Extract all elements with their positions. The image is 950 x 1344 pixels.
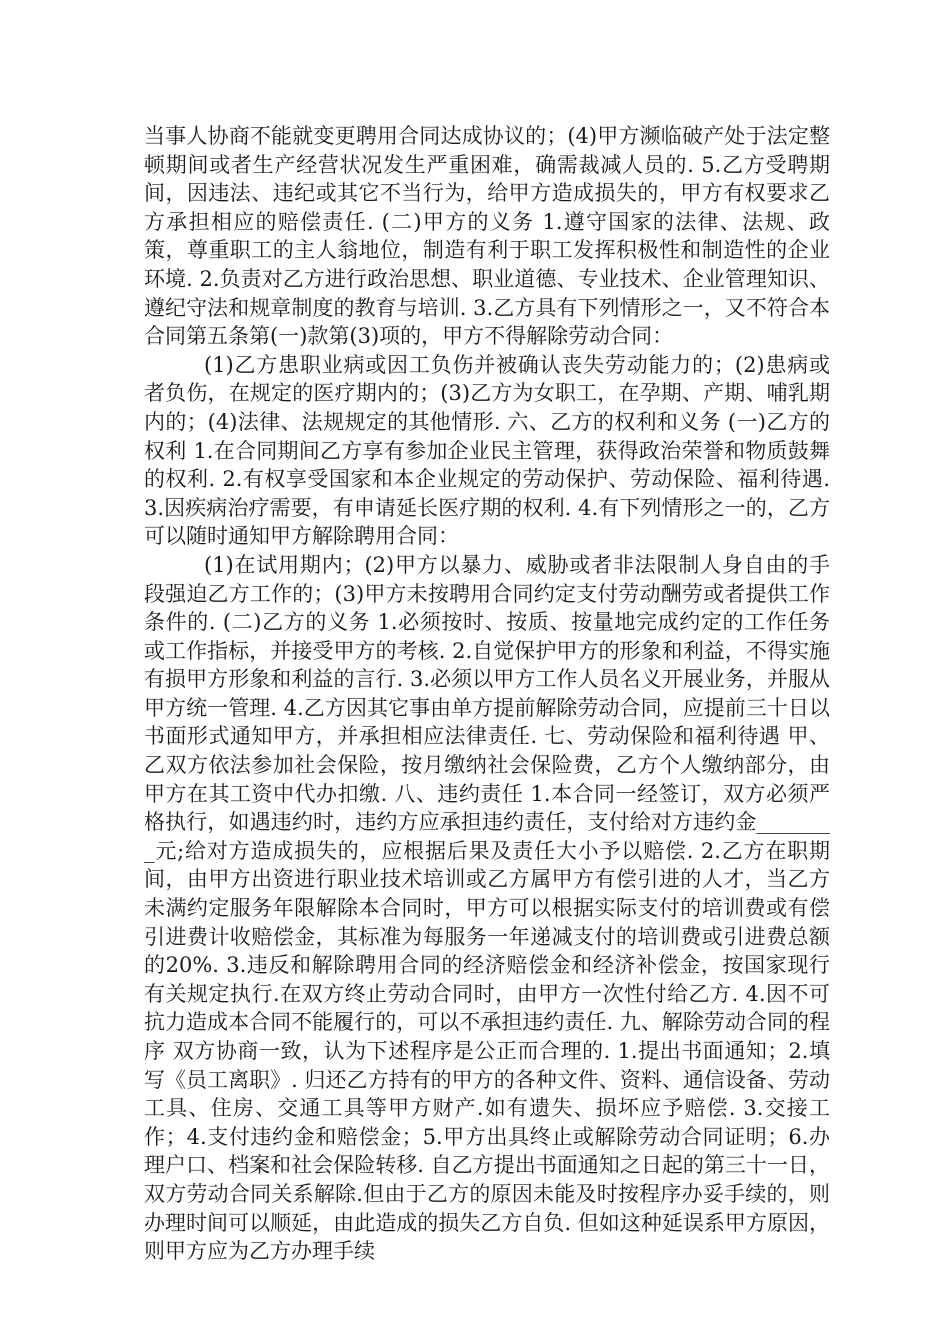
paragraph-employee-rights: (1)乙方患职业病或因工负伤并被确认丧失劳动能力的；(2)患病或者负伤，在规定的医疗期内的；(3)乙方为女职工，在孕期、产期、哺乳期内的；(4)法律、法规规定的其他情形. 六、乙方的权利和义务 (一)乙方的权利 1.在合同期间乙方享有参加企业民主管理，获得政治荣誉和物质鼓舞的权利. 2.有权享受国家和本企业规定的劳动保护、劳动保险、福利待遇. 3.因疾病治疗需要，有申请延长医疗期的权利. 4.有下列情形之一的，乙方可以随时通知甲方解除聘用合同： — [144, 352, 830, 549]
paragraph-employer-obligations: 当事人协商不能就变更聘用合同达成协议的；(4)甲方濒临破产处于法定整顿期间或者生产经营状况发生严重困难，确需裁减人员的. 5.乙方受聘期间，因违法、违纪或其它不当行为，给甲方造成损失的，甲方有权要求乙方承担相应的赔偿责任. (二)甲方的义务 1.遵守国家的法律、法规、政策，尊重职工的主人翁地位，制造有利于职工发挥积极性和制造性的企业环境. 2.负责对乙方进行政治思想、职业道德、专业技术、企业管理知识、遵纪守法和规章制度的教育与培训. 3.乙方具有下列情形之一，又不符合本合同第五条第(一)款第(3)项的，甲方不得解除劳动合同： — [144, 124, 830, 349]
paragraph-employee-obligations-and-termination: (1)在试用期内；(2)甲方以暴力、威胁或者非法限制人身自由的手段强迫乙方工作的；(3)甲方未按聘用合同约定支付劳动酬劳或者提供工作条件的. (二)乙方的义务 1.必须按时、按质、按量地完成约定的工作任务或工作指标，并接受甲方的考核. 2.自觉保护甲方的形象和利益，不得实施有损甲方形象和利益的言行. 3.必须以甲方工作人员名义开展业务，并服从甲方统一管理. 4.乙方因其它事由单方提前解除劳动合同，应提前三十日以书面形式通知甲方，并承担相应法律责任. 七、劳动保险和福利待遇 甲、乙双方依法参加社会保险，按月缴纳社会保险费，乙方个人缴纳部分，由甲方在其工资中代办扣缴. 八、违约责任 1.本合同一经签订，双方必须严格执行，如遇违约时，违约方应承担违约责任，支付给对方违约金________元;给对方造成损失的，应根据后果及责任大小予以赔偿. 2.乙方在职期间，由甲方出资进行职业技术培训或乙方属甲方有偿引进的人才，当乙方未满约定服务年限解除本合同时，甲方可以根据实际支付的培训费或有偿引进费计收赔偿金，其标准为每服务一年递减支付的培训费或引进费总额的20%. 3.违反和解除聘用合同的经济赔偿金和经济补偿金，按国家现行有关规定执行.在双方终止劳动合同时，由甲方一次性付给乙方. 4.因不可抗力造成本合同不能履行的，可以不承担违约责任. 九、解除劳动合同的程序 双方协商一致，认为下述程序是公正而合理的. 1.提出书面通知；2.填写《员工离职》. 归还乙方持有的甲方的各种文件、资料、通信设备、劳动工具、住房、交通工具等甲方财产.如有遗失、损坏应予赔偿. 3.交接工作；4.支付违约金和赔偿金；5.甲方出具终止或解除劳动合同证明；6.办理户口、档案和社会保险转移. 自乙方提出书面通知之日起的第三十一日，双方劳动合同关系解除.但由于乙方的原因未能及时按程序办妥手续的，则办理时间可以顺延，由此造成的损失乙方自负. 但如这种延误系甲方原因，则甲方应为乙方办理手续 — [144, 552, 830, 1264]
document-body — [144, 122, 830, 1266]
